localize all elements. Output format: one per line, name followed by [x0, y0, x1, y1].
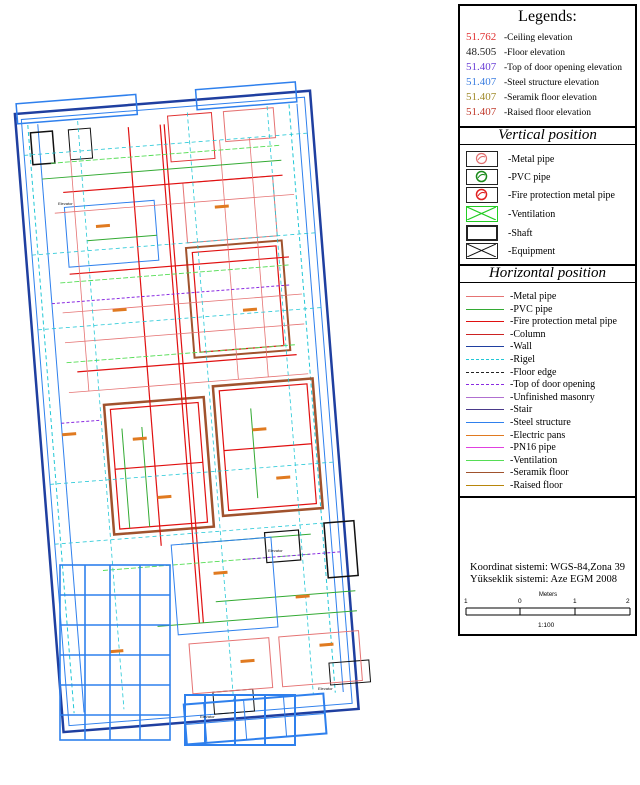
room-label: Elevator — [318, 686, 333, 691]
legend-elevation-row — [466, 30, 572, 44]
legend-elevation-row — [466, 45, 565, 59]
elevation-value: 51.407 — [466, 76, 497, 88]
legend-title: Legends: — [518, 8, 577, 25]
horizontal-label: -Raised floor — [510, 480, 563, 491]
horizontal-label: -Rigel — [510, 354, 535, 365]
vertical-position-title: Vertical position — [460, 126, 635, 145]
elevation-label: -Ceiling elevation — [504, 33, 573, 43]
elevation-label: -Steel structure elevation — [504, 78, 599, 88]
scale-bar — [464, 592, 632, 632]
line-style-swatch — [466, 422, 504, 423]
line-style-swatch — [466, 447, 504, 448]
horizontal-label: -Stair — [510, 404, 533, 416]
scale-title: Meters — [538, 592, 558, 598]
legend-elevation-row — [466, 105, 591, 119]
horizontal-label: -Wall — [510, 341, 532, 353]
room-label: Elevator — [58, 201, 73, 206]
elevation-label: -Top of door opening elevation — [504, 63, 623, 73]
line-style-swatch — [466, 309, 504, 310]
elevation-value: 51.407 — [466, 61, 497, 73]
room-label: Elevator — [200, 714, 215, 719]
line-style-swatch — [466, 296, 504, 297]
horizontal-label: -Unfinished masonry — [510, 391, 595, 403]
horizontal-label: -Floor edge — [510, 366, 557, 378]
horizontal-label: -Column — [510, 328, 546, 340]
elevation-value: 51.762 — [466, 31, 497, 43]
legend-panel — [458, 4, 637, 636]
horizontal-label: -Steel structure — [510, 417, 571, 428]
legend-elevations-section — [460, 6, 635, 128]
elevation-value: 51.407 — [466, 91, 497, 103]
line-style-swatch — [466, 472, 504, 473]
line-style-swatch — [466, 372, 504, 373]
pvc-pipe-icon — [466, 169, 498, 185]
legend-horizontal-section — [460, 264, 635, 498]
elevation-value: 48.505 — [466, 46, 497, 58]
scale-tick: 1 — [464, 598, 468, 605]
scale-tick: 1 — [573, 598, 577, 605]
equipment-box — [30, 131, 54, 165]
legend-footer-section — [460, 496, 635, 634]
line-style-swatch — [466, 485, 504, 486]
line-style-swatch — [466, 409, 504, 410]
scale-ratio: 1:100 — [538, 622, 555, 629]
elevation-label: -Raised floor elevation — [504, 108, 592, 118]
ventilation-icon — [466, 206, 498, 222]
horizontal-label: -Electric pans — [510, 429, 566, 441]
legend-elevation-row — [466, 75, 599, 89]
line-style-swatch — [466, 384, 504, 385]
height-system-text: Yükseklik sistemi: Aze EGM 2008 — [470, 574, 617, 585]
horizontal-position-title: Horizontal position — [460, 264, 635, 283]
legend-vertical-section: Vertical position -Metal pipe -PVC pipe -Fire protection metal pipe -Ventilation -Shaft -Equipment — [460, 126, 635, 266]
line-style-swatch — [466, 460, 504, 461]
line-style-swatch — [466, 346, 504, 347]
legend-elevation-row — [466, 60, 622, 74]
elevator-box — [324, 521, 358, 578]
horizontal-label: -Metal pipe — [510, 291, 557, 302]
fire-pipe-icon — [466, 187, 498, 203]
room-label: Elevator — [268, 548, 283, 553]
line-style-swatch — [466, 397, 504, 398]
line-style-swatch — [466, 321, 504, 322]
horizontal-label: -Ventilation — [510, 454, 558, 466]
elevation-value: 51.407 — [466, 106, 497, 118]
shaft-icon — [466, 225, 498, 241]
horizontal-label: -Top of door opening — [510, 379, 596, 391]
horizontal-label: -Fire protection metal pipe — [510, 316, 617, 328]
legend-elevation-row — [466, 90, 597, 104]
elevation-label: -Floor elevation — [504, 48, 565, 58]
metal-pipe-icon — [466, 151, 498, 167]
horizontal-label: -Seramik floor — [510, 467, 569, 479]
scale-tick: 0 — [518, 598, 522, 605]
line-style-swatch — [466, 435, 504, 436]
horizontal-label: -PVC pipe — [510, 303, 553, 315]
scale-tick: 2 — [626, 598, 630, 605]
line-style-swatch — [466, 359, 504, 360]
equipment-icon — [466, 243, 498, 259]
horizontal-label: -PN16 pipe — [510, 442, 556, 454]
elevation-label: -Seramik floor elevation — [504, 93, 597, 103]
coordinate-system-text: Koordinat sistemi: WGS-84,Zona 39 — [470, 562, 625, 573]
equipment-box — [68, 128, 92, 160]
line-style-swatch — [466, 334, 504, 335]
